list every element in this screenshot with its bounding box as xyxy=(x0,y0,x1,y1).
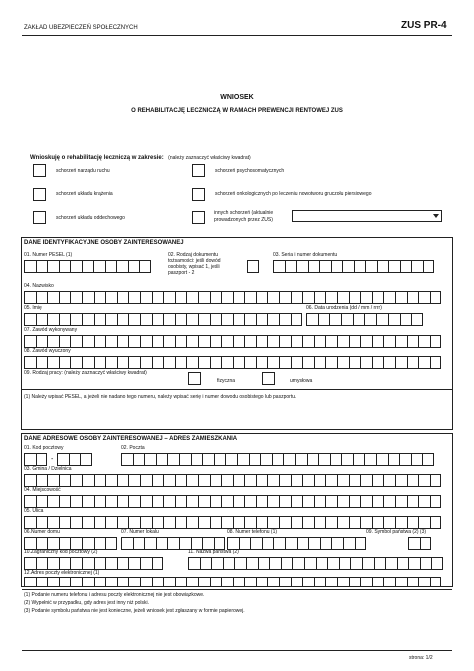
doc-type-label-2: tożsamości: jeśli dowód xyxy=(168,258,221,264)
country-name-label: 11. Nazwa państwa (2) xyxy=(188,549,239,555)
institution-name: ZAKŁAD UBEZPIECZEŃ SPOŁECZNYCH xyxy=(24,25,138,31)
pesel-field[interactable] xyxy=(24,260,151,273)
scope-hint: (należy zaznaczyć właściwy kwadrat) xyxy=(168,155,251,161)
municipality-label: 03. Gmina / Dzielnica xyxy=(24,466,72,472)
identity-footnote-rule xyxy=(22,389,452,390)
option-oncology-label: schorzeń onkologicznych po leczeniu nowotworu gruczołu piersiowego xyxy=(215,191,372,197)
option-motor-label: schorzeń narządu ruchu xyxy=(56,168,110,174)
phone-label: 08. Numer telefonu (1) xyxy=(227,529,278,535)
learned-profession-field[interactable] xyxy=(24,356,441,369)
street-field[interactable] xyxy=(24,516,441,529)
address-note-1: (1) Podanie numeru telefonu i adresu poczty elektronicznej nie jest obowiązkowe. xyxy=(24,592,205,598)
work-type-label: 09. Rodzaj pracy: (należy zaznaczyć właściwy kwadrat) xyxy=(24,370,147,376)
birth-date-field[interactable] xyxy=(306,313,423,326)
footer-rule xyxy=(22,650,452,651)
country-symbol-field[interactable] xyxy=(408,537,431,550)
address-note-3: (3) Podanie symbolu państwa nie jest konieczne, jeżeli wniosek jest zgłaszany w formie papierowej. xyxy=(24,608,245,614)
foreign-postal-label: 10.Zagraniczny kod pocztowy (2) xyxy=(24,549,98,555)
pesel-label: 01. Numer PESEL (1) xyxy=(24,252,73,258)
post-office-label: 02. Poczta xyxy=(121,445,145,451)
surname-field[interactable] xyxy=(24,291,441,304)
doc-type-label-4: paszport - 2 xyxy=(168,270,195,276)
header-rule xyxy=(22,35,452,36)
identity-heading: DANE IDENTYFIKACYJNE OSOBY ZAINTERESOWANEJ xyxy=(24,240,184,246)
municipality-field[interactable] xyxy=(24,474,441,487)
title-line-1: WNIOSEK xyxy=(220,94,254,101)
doc-type-field[interactable] xyxy=(247,260,259,273)
checkbox-mental[interactable] xyxy=(262,372,275,385)
doc-type-label-1: 02. Rodzaj dokumentu xyxy=(168,252,219,258)
checkbox-oncology[interactable] xyxy=(192,188,205,201)
profession-field[interactable] xyxy=(24,335,441,348)
checkbox-respiratory[interactable] xyxy=(33,211,46,224)
option-circulatory-label: schorzeń układu krążenia xyxy=(56,191,113,197)
locality-label: 04. Miejscowość xyxy=(24,487,61,493)
form-code: ZUS PR-4 xyxy=(401,20,447,31)
option-psycho-label: schorzeń psychosomatycznych xyxy=(215,168,285,174)
first-name-field[interactable] xyxy=(24,313,302,326)
doc-number-label: 03. Seria i numer dokumentu xyxy=(273,252,338,258)
postal-code-dash: - xyxy=(51,456,54,463)
page-number: strona: 1/2 xyxy=(409,655,433,661)
option-other-label-1: innych schorzeń (aktualnie xyxy=(214,210,274,216)
birth-date-label: 06. Data urodzenia (dd / mm / rrrr) xyxy=(306,305,382,311)
foreign-postal-field[interactable] xyxy=(24,557,163,570)
email-label: 12.Adres poczty elektronicznej (1) xyxy=(24,570,100,576)
surname-label: 04. Nazwisko xyxy=(24,283,54,289)
option-other-label-2: prowadzonych przez ZUS) xyxy=(214,217,273,223)
other-conditions-select[interactable] xyxy=(292,210,442,222)
scope-instruction xyxy=(30,146,251,164)
first-name-label: 05. Imię xyxy=(24,305,42,311)
scope-label: Wnioskuję o rehabilitację leczniczą w zakresie: xyxy=(30,155,164,161)
checkbox-psycho[interactable] xyxy=(192,164,205,177)
street-label: 05. Ulica xyxy=(24,508,44,514)
email-field[interactable] xyxy=(24,577,441,587)
physical-label: fizyczna xyxy=(217,378,236,384)
address-notes-rule xyxy=(22,589,452,590)
apartment-no-label: 07. Numer lokalu xyxy=(121,529,159,535)
checkbox-other[interactable] xyxy=(192,211,205,224)
doc-type-label-3: osobisty, wpisać 1, jeśli xyxy=(168,264,220,270)
chevron-down-icon xyxy=(433,214,439,218)
doc-number-field[interactable] xyxy=(273,260,434,273)
postal-code-label: 01. Kod pocztowy xyxy=(24,445,64,451)
locality-field[interactable] xyxy=(24,495,441,508)
mental-label: umysłowa xyxy=(290,378,313,384)
option-respiratory-label: schorzeń układu oddechowego xyxy=(56,215,125,221)
learned-profession-label: 08. Zawód wyuczony xyxy=(24,348,71,354)
title-line-2: O REHABILITACJĘ LECZNICZĄ W RAMACH PREWENCJI RENTOWEJ ZUS xyxy=(131,108,343,114)
identity-footnote: (1) Należy wpisać PESEL, a jeżeli nie nadano tego numeru, należy wpisać serię i numer dowodu osobistego lub paszportu. xyxy=(24,394,297,400)
checkbox-physical[interactable] xyxy=(188,372,201,385)
checkbox-motor[interactable] xyxy=(33,164,46,177)
post-office-field[interactable] xyxy=(121,453,434,466)
address-note-2: (2) Wypełnić w przypadku, gdy adres jest inny niż polski. xyxy=(24,600,150,606)
profession-label: 07. Zawód wykonywany xyxy=(24,327,78,333)
address-heading: DANE ADRESOWE OSOBY ZAINTERESOWANEJ – ADRES ZAMIESZKANIA xyxy=(24,436,238,442)
postal-code-part1[interactable] xyxy=(24,453,47,466)
checkbox-circulatory[interactable] xyxy=(33,188,46,201)
postal-code-part2[interactable] xyxy=(57,453,92,466)
country-name-field[interactable] xyxy=(188,557,443,570)
house-no-label: 06.Numer domu xyxy=(24,529,60,535)
country-symbol-label: 09. Symbol państwa (2) (3) xyxy=(366,529,427,535)
phone-field[interactable] xyxy=(227,537,366,550)
